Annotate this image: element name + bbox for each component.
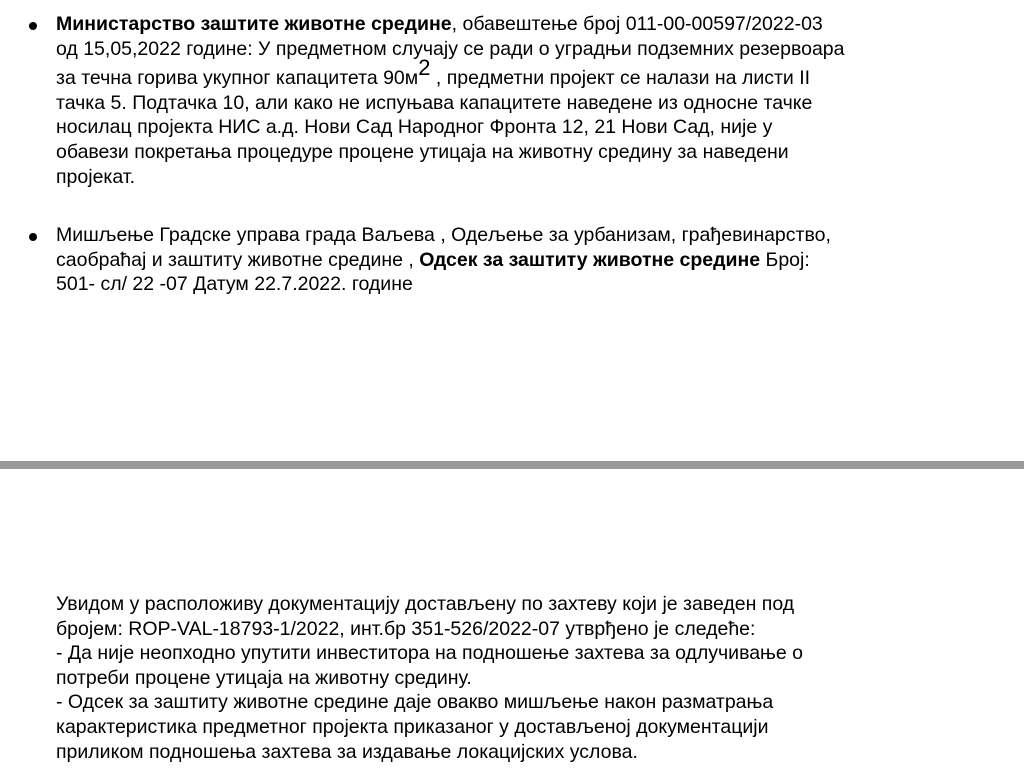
city-opinion-text [56,223,996,297]
ministry-notice-text [56,12,996,189]
notice-line-5: носилац пројекта НИС а.д. Нови Сад Народног Фронта 12, 21 Нови Сад, није у [56,116,773,139]
notice-line-7: пројекат. [56,165,135,188]
notice-number-text: , обавештење број 011-00-00597/2022-03 [451,13,823,35]
notice-line-6: обавези покретања процедуре процене утицаја на животну средину за наведени [56,140,789,163]
conclusion-line: карактеристика предметног пројекта приказаног у достављеној документацији [56,715,769,738]
page-divider [0,461,1024,469]
conclusion-line: - Одсек за заштиту животне средине даје овакво мишљење након разматрања [56,691,774,714]
conclusion-line: - Да није неопходно упутити инвеститора на подношење захтева за одлучивање о [56,642,804,665]
conclusion-line: потреби процене утицаја на животну средину. [56,666,472,689]
ministry-name: Министарство заштите животне средине [56,13,452,35]
conclusion-line: бројем: ROP-VAL-18793-1/2022, инт.бр 351-526/2022-07 утврђено је следеће: [56,617,756,640]
opinion-line-1: Мишљење Градске управа града Ваљева , Одељење за урбанизам, грађевинарство, [56,224,831,246]
opinion-line-2-end: Број: [760,248,810,271]
notice-line-3-start: за течна горива укупног капацитета 90м [56,67,419,90]
superscript-two: 2 [418,55,431,81]
opinion-line-3: 501- сл/ 22 -07 Датум 22.7.2022. године [56,273,413,296]
notice-line-3-end: , предметни пројект се налази на листи II [430,67,811,90]
notice-line-4: тачка 5. Подтачка 10, али како не испуњава капацитете наведене из односне тачке [56,91,813,114]
conclusion-line: Увидом у расположиву документацију достављену по захтеву који је заведен под [56,593,795,615]
bullet-icon [29,233,37,241]
list-item-city-opinion [56,223,996,297]
conclusion-text [56,592,996,764]
department-name: Одсек за заштиту животне средине [419,248,761,271]
bullet-icon [29,22,37,30]
document-page-lower [56,592,996,764]
notice-line-2: од 15,05,2022 године: У предметном случају се ради о уградњи подземних резервоара [56,37,845,60]
opinion-line-2-start: саобраћај и заштиту животне средине , [56,248,420,271]
conclusion-line: приликом подношења захтева за издавање локацијских услова. [56,740,638,763]
list-item-ministry-notice [56,12,996,189]
